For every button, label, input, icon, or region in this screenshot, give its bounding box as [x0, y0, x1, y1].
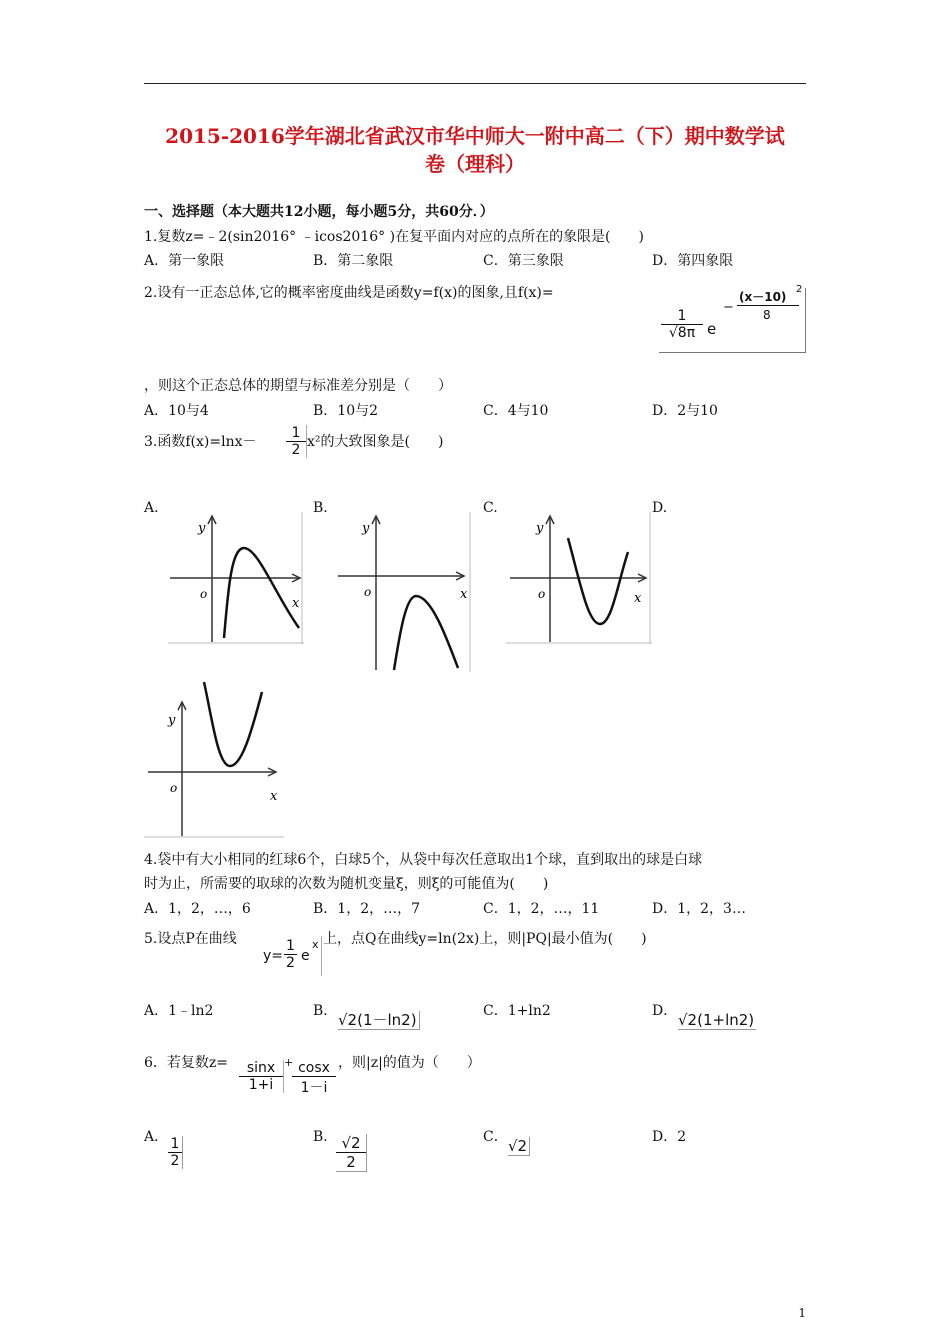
q6-a-den: 2 [170, 1153, 180, 1169]
q1-option-b: B．第二象限 [313, 253, 394, 269]
q2-stem2: ，则这个正态总体的期望与标准差分别是（ ） [144, 378, 452, 394]
q4-option-c: C．1，2，…，11 [483, 901, 600, 917]
q2-option-c: C．4与10 [483, 403, 549, 419]
q6-f2-den: 1－i [300, 1080, 328, 1096]
q3-fraction [286, 425, 307, 458]
q6-option-c-value: √2 [508, 1137, 530, 1156]
q3-graph-d-x-label: x [270, 789, 278, 804]
q6-option-b-label: B． [313, 1129, 338, 1145]
q4-option-b: B．1，2，…，7 [313, 901, 421, 917]
q3-graph-c-origin-label: o [538, 587, 546, 601]
q5-option-a: A．1﹣ln2 [144, 1003, 214, 1019]
q2-formula-minus: − [723, 300, 734, 315]
q3-option-a-label: A. [144, 500, 159, 516]
q5-option-d-label: D． [652, 1003, 678, 1019]
doc-title-line2: 卷（理科） [425, 152, 525, 176]
q3-option-b-label: B. [313, 500, 328, 516]
q3-graph-a [168, 512, 304, 644]
q6-option-a-label: A． [144, 1129, 169, 1145]
q3-stem-pre: 3.函数f(x)=lnx－ [144, 434, 257, 450]
q6-option-b-frac [336, 1134, 367, 1172]
q6-a-num: 1 [168, 1136, 182, 1153]
q3-graph-c-x-label: x [634, 591, 642, 606]
q5-formula [263, 936, 322, 976]
q6-stem-post: ，则|z|的值为（ ） [338, 1055, 481, 1071]
q2-option-b: B．10与2 [313, 403, 379, 419]
q2-formula-num: 1 [661, 308, 703, 325]
q5-option-b-value: √2(1－ln2) [338, 1011, 420, 1030]
q2-formula-exp-num: (x－10) [739, 290, 787, 304]
q2-option-a: A．10与4 [144, 403, 209, 419]
q5-option-d-value: √2(1+ln2) [678, 1011, 755, 1029]
doc-title-line1: 2015-2016学年湖北省武汉市华中师大一附中高二（下）期中数学试 [165, 124, 785, 148]
q2-stem: 2.设有一正态总体,它的概率密度曲线是函数y=f(x)的图象,且f(x)= [144, 285, 554, 301]
q3-option-d-label: D. [652, 500, 668, 516]
q6-fraction-2 [292, 1060, 336, 1097]
q2-formula-e: e [707, 320, 717, 338]
q3-graph-a-origin-label: o [200, 587, 208, 601]
q3-graph-b [336, 512, 472, 672]
q6-option-d: D．2 [652, 1129, 687, 1145]
q6-f1-num: sinx [239, 1060, 283, 1077]
q3-option-c-label: C. [483, 500, 498, 516]
q4-stem-line1: 4.袋中有大小相同的红球6个，白球5个，从袋中每次任意取出1个球，直到取出的球是白球 [144, 852, 703, 868]
q4-option-d: D．1，2，3… [652, 901, 746, 917]
q3-graph-c-curve [568, 538, 628, 624]
q3-graph-a-x-label: x [292, 596, 300, 611]
q2-formula [659, 284, 806, 353]
q5-formula-e: e [301, 948, 310, 964]
q2-option-d: D．2与10 [652, 403, 718, 419]
q6-b-num: √2 [336, 1134, 366, 1153]
q4-option-a: A．1，2，…，6 [144, 901, 251, 917]
q5-stem-pre: 5.设点P在曲线 [144, 931, 237, 947]
q3-graph-c [506, 512, 652, 644]
q3-frac-den: 2 [291, 442, 301, 458]
q5-frac-den: 2 [286, 955, 295, 971]
q6-option-a-frac [168, 1136, 183, 1169]
q5-formula-exp: x [312, 938, 319, 951]
q6-option-c-label: C． [483, 1129, 508, 1145]
q6-stem-pre: 6．若复数z= [144, 1055, 229, 1071]
q4-stem-line2: 时为止，所需要的取球的次数为随机变量ξ，则ξ的可能值为( ) [144, 876, 549, 892]
q5-formula-y: y= [263, 948, 284, 964]
q3-graph-a-curve [224, 548, 299, 638]
q5-frac-num: 1 [284, 938, 297, 955]
q3-graph-c-y-label: y [536, 521, 544, 536]
q1-option-d: D．第四象限 [652, 253, 734, 269]
q3-graph-b-curve [394, 596, 458, 670]
q3-graph-b-y-label: y [362, 521, 370, 536]
q3-graph-d-y-label: y [168, 713, 176, 728]
q3-frac-num: 1 [286, 425, 306, 442]
q6-f2-num: cosx [292, 1060, 336, 1077]
section-heading: 一、选择题（本大题共12小题，每小题5分，共60分．） [144, 204, 494, 220]
q3-stem-post: x²的大致图象是( ) [307, 434, 444, 450]
q5-option-b-label: B． [313, 1003, 338, 1019]
q6-fraction-1 [239, 1060, 284, 1093]
page-number: 1 [798, 1306, 806, 1320]
q3-graph-b-x-label: x [460, 587, 468, 602]
q2-formula-exp-den: 8 [763, 308, 771, 322]
q3-graph-b-origin-label: o [364, 585, 372, 599]
q6-b-den: 2 [346, 1153, 356, 1171]
q1-option-c: C．第三象限 [483, 253, 564, 269]
q3-graph-d-curve [204, 682, 262, 766]
q6-f1-den: 1+i [248, 1077, 274, 1093]
q5-stem-post: 上，点Q在曲线y=ln(2x)上，则|PQ|最小值为( ) [323, 931, 647, 947]
q5-option-c: C．1+ln2 [483, 1003, 551, 1019]
q6-plus: + [284, 1056, 294, 1069]
q3-graph-d-origin-label: o [170, 781, 178, 795]
header-rule [144, 83, 806, 84]
q1-option-a: A．第一象限 [144, 253, 225, 269]
q2-formula-exp-pow: 2 [796, 284, 803, 295]
q3-graph-a-y-label: y [198, 521, 206, 536]
q3-graph-d [144, 678, 284, 838]
q1-stem: 1.复数z=﹣2(sin2016° ﹣icos2016° )在复平面内对应的点所在的象限是( ) [144, 229, 644, 245]
q2-formula-den: √8π [668, 325, 696, 341]
q2-formula-exp-bar [737, 305, 799, 306]
